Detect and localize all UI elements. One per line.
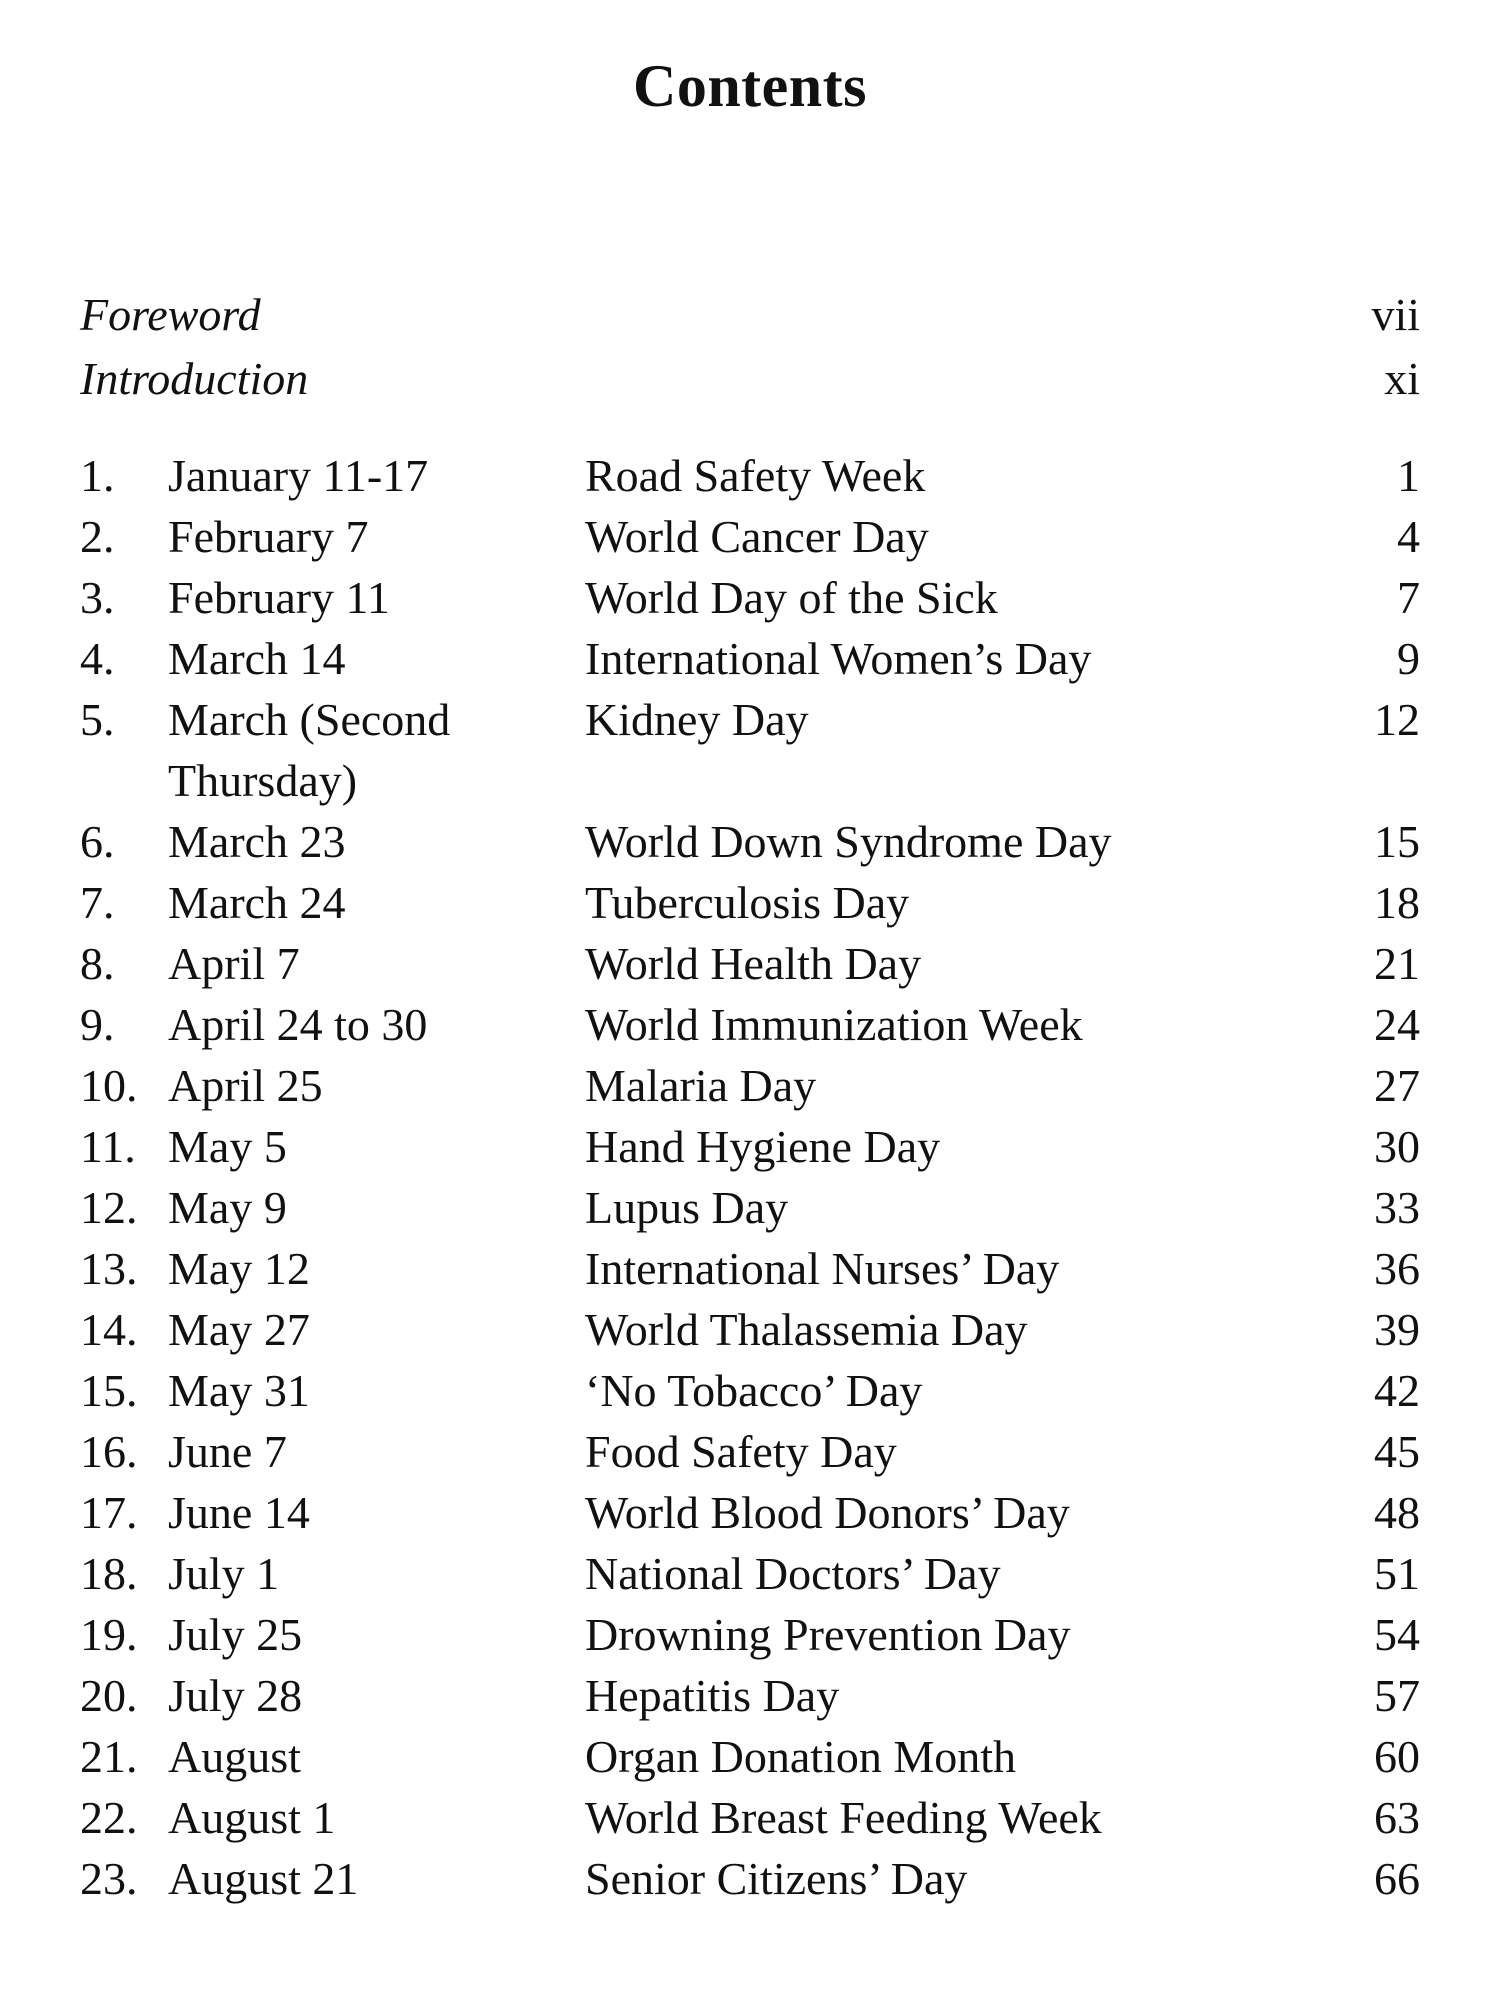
toc-entry [80, 1665, 1420, 1726]
entry-number: 15. [80, 1365, 138, 1416]
entry-date: March (Second Thursday) [168, 694, 451, 806]
entry-event: World Immunization Week [585, 999, 1083, 1050]
entry-page: 4 [1397, 511, 1420, 562]
entry-date: May 5 [168, 1121, 287, 1172]
entry-event: National Doctors’ Day [585, 1548, 1001, 1599]
entry-date: February 7 [168, 511, 369, 562]
entry-date: June 14 [168, 1487, 310, 1538]
entry-date: March 23 [168, 816, 346, 867]
entry-date: August [168, 1731, 301, 1782]
entry-page: 15 [1374, 816, 1420, 867]
entry-number: 14. [80, 1304, 138, 1355]
entry-number: 19. [80, 1609, 138, 1660]
entry-date: August 1 [168, 1792, 336, 1843]
entry-number: 23. [80, 1853, 138, 1904]
entry-date: April 24 to 30 [168, 999, 428, 1050]
toc-entry [80, 1482, 1420, 1543]
entry-event: World Breast Feeding Week [585, 1792, 1102, 1843]
toc-entry [80, 1055, 1420, 1116]
page-title: Contents [632, 53, 867, 119]
toc-entry [80, 1726, 1420, 1787]
toc-entry [80, 628, 1420, 689]
entry-number: 2. [80, 511, 115, 562]
entry-number: 9. [80, 999, 115, 1050]
entry-date: July 25 [168, 1609, 303, 1660]
toc-entry [80, 1604, 1420, 1665]
entry-page: 48 [1374, 1487, 1420, 1538]
toc-entry [80, 933, 1420, 994]
entry-number: 7. [80, 877, 115, 928]
entry-date: May 12 [168, 1243, 310, 1294]
entry-date: March 14 [168, 633, 346, 684]
toc-entry [80, 1238, 1420, 1299]
entry-number: 11. [80, 1121, 136, 1172]
entry-number: 17. [80, 1487, 138, 1538]
entry-date: June 7 [168, 1426, 287, 1477]
toc-entry [80, 445, 1420, 506]
entry-number: 1. [80, 450, 115, 501]
front-matter-label: Foreword [80, 289, 261, 340]
entry-event: Food Safety Day [585, 1426, 897, 1477]
entry-event: World Down Syndrome Day [585, 816, 1112, 867]
toc-entry [80, 994, 1420, 1055]
front-matter-label: Introduction [80, 353, 309, 404]
entry-page: 21 [1374, 938, 1420, 989]
entry-page: 66 [1374, 1853, 1420, 1904]
toc-entry [80, 506, 1420, 567]
entry-number: 13. [80, 1243, 138, 1294]
toc-entry [80, 1116, 1420, 1177]
entry-page: 24 [1374, 999, 1420, 1050]
front-matter-page: vii [1371, 289, 1420, 340]
entry-date: April 25 [168, 1060, 323, 1111]
toc-entry [80, 567, 1420, 628]
toc-entry [80, 1421, 1420, 1482]
front-matter-item-foreword [80, 288, 1420, 352]
entry-number: 5. [80, 694, 115, 745]
entry-date: July 28 [168, 1670, 303, 1721]
entry-page: 45 [1374, 1426, 1420, 1477]
entry-page: 63 [1374, 1792, 1420, 1843]
entry-page: 1 [1397, 450, 1420, 501]
entry-event: Lupus Day [585, 1182, 789, 1233]
entry-number: 20. [80, 1670, 138, 1721]
toc-entry [80, 1848, 1420, 1909]
front-matter-page: xi [1384, 353, 1420, 404]
entry-page: 60 [1374, 1731, 1420, 1782]
entry-event: Drowning Prevention Day [585, 1609, 1071, 1660]
entry-page: 7 [1397, 572, 1420, 623]
entry-event: Road Safety Week [585, 450, 926, 501]
entry-page: 30 [1374, 1121, 1420, 1172]
entry-number: 3. [80, 572, 115, 623]
entry-date: February 11 [168, 572, 390, 623]
toc-entry [80, 1787, 1420, 1848]
toc-entry [80, 811, 1420, 872]
entry-number: 18. [80, 1548, 138, 1599]
entry-event: Malaria Day [585, 1060, 817, 1111]
entry-number: 21. [80, 1731, 138, 1782]
entry-page: 12 [1374, 694, 1420, 745]
entry-event: World Health Day [585, 938, 922, 989]
toc-list [80, 445, 1420, 1909]
entry-event: World Blood Donors’ Day [585, 1487, 1070, 1538]
entry-event: Senior Citizens’ Day [585, 1853, 968, 1904]
front-matter-item-introduction [80, 352, 1420, 416]
entry-page: 42 [1374, 1365, 1420, 1416]
toc-entry [80, 689, 1420, 811]
entry-page: 9 [1397, 633, 1420, 684]
entry-event: ‘No Tobacco’ Day [585, 1365, 923, 1416]
entry-event: Hepatitis Day [585, 1670, 840, 1721]
entry-event: International Nurses’ Day [585, 1243, 1060, 1294]
toc-entry [80, 1177, 1420, 1238]
entry-event: Kidney Day [585, 694, 809, 745]
entry-date: May 31 [168, 1365, 310, 1416]
entry-number: 16. [80, 1426, 138, 1477]
entry-event: Tuberculosis Day [585, 877, 910, 928]
entry-number: 4. [80, 633, 115, 684]
entry-number: 10. [80, 1060, 138, 1111]
toc-entry [80, 1360, 1420, 1421]
entry-date: April 7 [168, 938, 300, 989]
entry-page: 54 [1374, 1609, 1420, 1660]
front-matter-list [80, 288, 1420, 416]
entry-page: 36 [1374, 1243, 1420, 1294]
entry-number: 8. [80, 938, 115, 989]
entry-event: World Thalassemia Day [585, 1304, 1028, 1355]
entry-page: 27 [1374, 1060, 1420, 1111]
entry-page: 18 [1374, 877, 1420, 928]
toc-entry [80, 872, 1420, 933]
entry-page: 33 [1374, 1182, 1420, 1233]
entry-number: 12. [80, 1182, 138, 1233]
entry-number: 6. [80, 816, 115, 867]
entry-date: May 9 [168, 1182, 287, 1233]
entry-event: Hand Hygiene Day [585, 1121, 941, 1172]
entry-page: 57 [1374, 1670, 1420, 1721]
entry-event: Organ Donation Month [585, 1731, 1017, 1782]
entry-date: January 11-17 [168, 450, 429, 501]
entry-date: March 24 [168, 877, 346, 928]
toc-entry [80, 1543, 1420, 1604]
entry-date: July 1 [168, 1548, 280, 1599]
entry-date: May 27 [168, 1304, 310, 1355]
entry-event: International Women’s Day [585, 633, 1092, 684]
entry-page: 51 [1374, 1548, 1420, 1599]
entry-number: 22. [80, 1792, 138, 1843]
entry-page: 39 [1374, 1304, 1420, 1355]
toc-entry [80, 1299, 1420, 1360]
entry-date: August 21 [168, 1853, 359, 1904]
entry-event: World Cancer Day [585, 511, 929, 562]
entry-event: World Day of the Sick [585, 572, 998, 623]
